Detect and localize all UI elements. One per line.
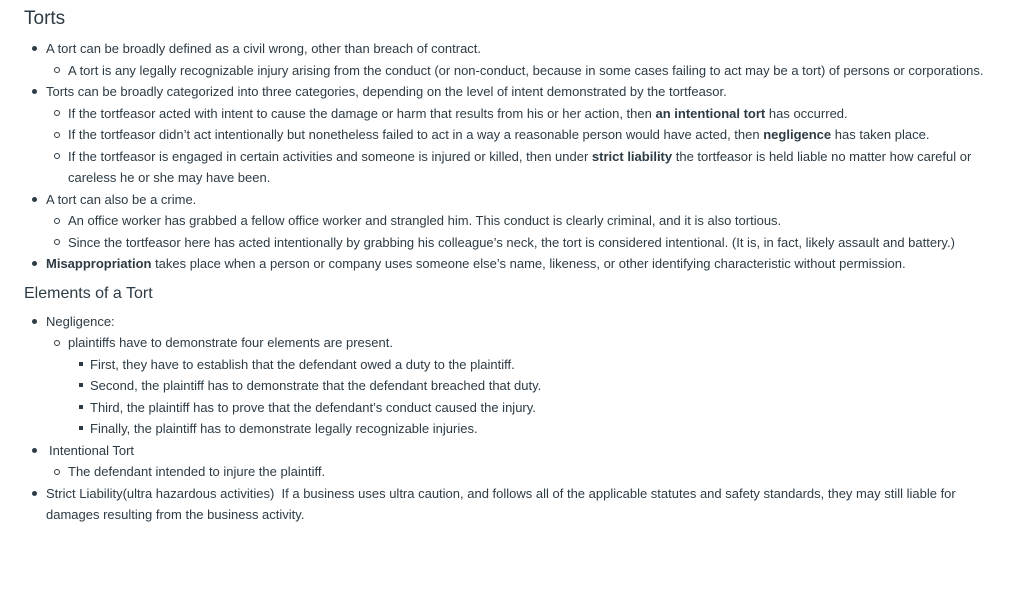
list-item bbox=[24, 189, 1004, 254]
list-item bbox=[24, 81, 1004, 189]
list-item-text: First, they have to establish that the defendant owed a duty to the plaintiff. bbox=[90, 356, 515, 372]
sub-sub-list bbox=[78, 354, 1004, 440]
bold-term: Misappropriation bbox=[46, 256, 152, 271]
list-item bbox=[24, 440, 1004, 483]
list-item-text: If the tortfeasor is engaged in certain activities and someone is injured or killed, then under bbox=[68, 148, 592, 164]
bold-term: negligence bbox=[763, 127, 832, 142]
list-item bbox=[46, 124, 1004, 146]
list-item bbox=[46, 103, 1004, 125]
list-item bbox=[24, 38, 1004, 81]
list-item bbox=[46, 60, 1004, 82]
list-item bbox=[78, 375, 1004, 397]
list-item bbox=[78, 354, 1004, 376]
list-item-text: If the tortfeasor didn’t act intentionally but nonetheless failed to act in a way a reasonable person would have acted, then bbox=[68, 127, 764, 142]
bold-term: strict liability bbox=[591, 148, 673, 164]
list-item bbox=[46, 232, 1004, 254]
elements-list bbox=[24, 311, 1004, 526]
list-item-text: plaintiffs have to demonstrate four elements are present. bbox=[68, 335, 393, 350]
list-item-text: Intentional Tort bbox=[49, 442, 135, 458]
list-item bbox=[46, 461, 1004, 483]
bold-term: an intentional tort bbox=[655, 105, 766, 121]
sub-list bbox=[46, 60, 1004, 82]
list-item-text: Since the tortfeasor here has acted intentionally by grabbing his colleague’s neck, the tort is considered intentional. (It is, in fact, likely assault and battery.) bbox=[68, 234, 955, 250]
list-item bbox=[24, 483, 1004, 526]
list-item-text: A tort can also be a crime. bbox=[46, 191, 197, 207]
list-item-text: Negligence: bbox=[46, 313, 115, 329]
list-item-text: A tort is any legally recognizable injury arising from the conduct (or non-conduct, because in some cases failing to act may be a tort) of persons or corporations. bbox=[68, 62, 984, 78]
list-item-text: A tort can be broadly defined as a civil wrong, other than breach of contract. bbox=[46, 41, 482, 56]
list-item-text: has taken place. bbox=[831, 127, 930, 142]
page-title: Torts bbox=[24, 8, 66, 29]
torts-list bbox=[24, 38, 1004, 275]
sub-list bbox=[46, 103, 1004, 189]
list-item bbox=[46, 146, 1004, 189]
section-heading: Elements of a Tort bbox=[24, 284, 153, 302]
list-item-text: the tortfeasor is held liable no matter how careful or careless he or she may have been. bbox=[68, 148, 972, 185]
list-item-text: has occurred. bbox=[765, 105, 848, 121]
sub-list bbox=[46, 210, 1004, 253]
list-item-text: The defendant intended to injure the plaintiff. bbox=[68, 464, 326, 479]
list-item bbox=[24, 253, 1004, 275]
list-item-text: Third, the plaintiff has to prove that the defendant’s conduct caused the injury. bbox=[90, 399, 536, 415]
list-item-text: takes place when a person or company uses someone else’s name, likeness, or other identifying characteristic without permission. bbox=[151, 256, 906, 271]
list-item-text: Strict Liability(ultra hazardous activities) If a business uses ultra caution, and follows all of the applicable statutes and safety standards, they may still liable for damages resulting from the business activity. bbox=[46, 485, 960, 522]
list-item-text: Torts can be broadly categorized into three categories, depending on the level of intent demonstrated by the tortfeasor. bbox=[46, 84, 727, 99]
list-item bbox=[24, 311, 1004, 440]
sub-list bbox=[46, 461, 1004, 483]
list-item-text: An office worker has grabbed a fellow office worker and strangled him. This conduct is clearly criminal, and it is also tortious. bbox=[68, 213, 782, 228]
sub-list bbox=[46, 332, 1004, 440]
list-item-text: Finally, the plaintiff has to demonstrate legally recognizable injuries. bbox=[90, 421, 478, 436]
list-item-text: If the tortfeasor acted with intent to cause the damage or harm that results from his or her action, then bbox=[68, 105, 656, 121]
list-item bbox=[78, 418, 1004, 440]
list-item bbox=[78, 397, 1004, 419]
list-item bbox=[46, 332, 1004, 440]
list-item-text: Second, the plaintiff has to demonstrate that the defendant breached that duty. bbox=[90, 378, 542, 393]
list-item bbox=[46, 210, 1004, 232]
